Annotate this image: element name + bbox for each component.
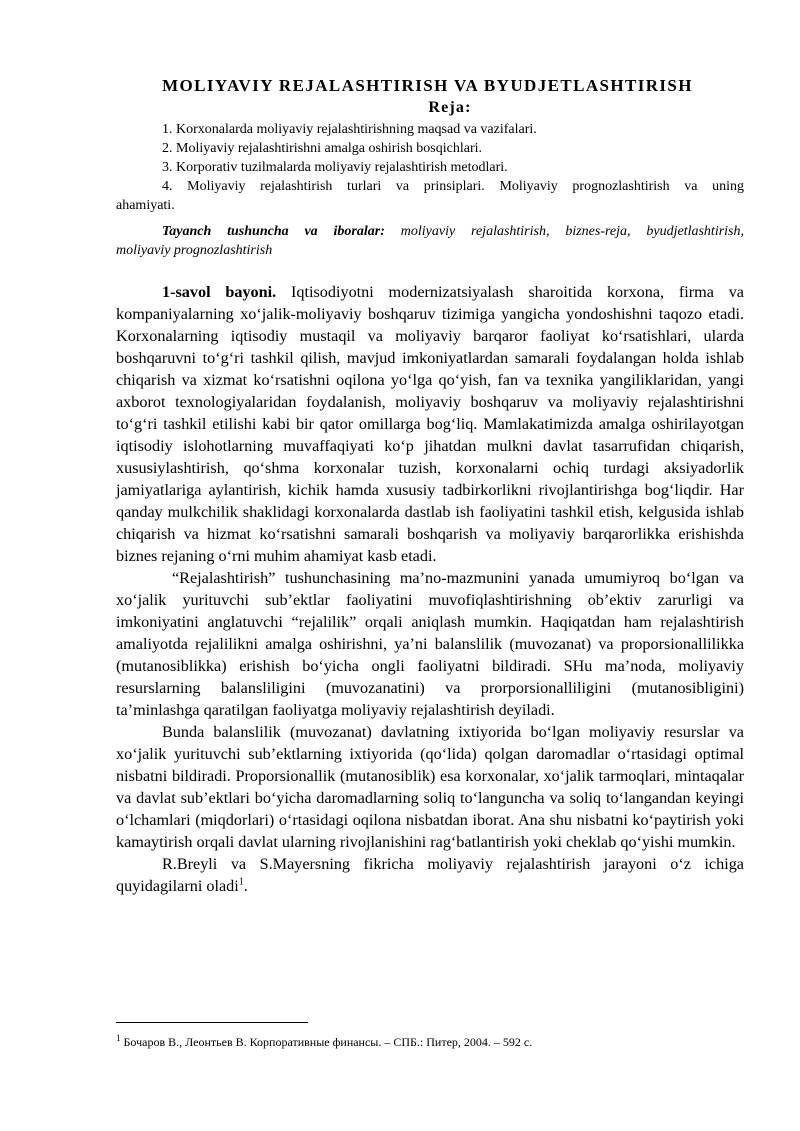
paragraph-text: Iqtisodiyotni modernizatsiyalash sharoitida korxona, firma va kompaniyalarning xo‘jalik-moliyaviy boshqaruv tizimiga yangicha yondoshishni taqozo etadi. Korxonalarning iqtisodiy mustaqil va moliyaviy barqaror faoliyat ko‘rsatishlari, ularda boshqaruvni to‘g‘ri tashkil qilish, mavjud imkoniyatlardan samarali foydalangan holda ishlab chiqarish va xizmat ko‘rsatishni oqilona yo‘lga qo‘yish, fan va texnika yangiliklaridan, yangi axborot texnologiyalaridan foydalanish, moliyaviy boshqaruv va moliyaviy rejalashtirishni to‘g‘ri tashkil etilishi kabi bir qator omillarga bog‘liq. Mamlakatimizda amalga oshirilayotgan iqtisodiy islohotlarning muvaffaqiyati ko‘p jihatdan mulkni davlat tasarrufidan chiqarish, xususiylashtirish, qo‘shma korxonalar tuzish, korxonalarni ochiq turdagi aksiyadorlik jamiyatlariga aylantirish, kichik hamda xususiy tadbirkorlikni rivojlantirishga bog‘liqdir. Har qanday mulkchilik shaklidagi korxonalarda dastlab ish faoliyatini tashkil etish, kelgusida ishlab chiqarish va hizmat ko‘rsatishni samarali boshqarish va moliyaviy barqarorlikka erishishda biznes rejaning o‘rni muhim ahamiyat kasb etadi.	[116, 283, 744, 565]
key-terms-values: moliyaviy rejalashtirish, biznes-reja, byudjetlashtirish,	[384, 224, 744, 239]
key-terms-label: Tayanch tushuncha va iboralar:	[162, 224, 385, 239]
key-terms-line	[116, 222, 744, 241]
plan-item: 3. Korporativ tuzilmalarda moliyaviy rejalashtirish metodlari.	[162, 160, 508, 175]
paragraph-end: .	[243, 877, 248, 895]
plan-item: 4. Moliyaviy rejalashtirish turlari va prinsiplari. Moliyaviy prognozlashtirish va uning	[162, 179, 744, 194]
footnote-divider	[116, 1022, 308, 1023]
plan-list	[116, 120, 744, 215]
paragraph: Bunda balanslilik (muvozanat) davlatning ixtiyorida bo‘lgan moliyaviy resurslar va xo‘jalik yurituvchi sub’ektlarning ixtiyorida (qo‘lida) qolgan daromadlar o‘rtasidagi optimal nisbatni bildiradi. Proporsionallik (mutanosiblik) esa korxonalar, xo‘jalik tarmoqlari, mintaqalar va davlat sub’ektlari bo‘yicha daromadlarning soliq to‘languncha va soliq to‘langandan keyingi o‘lchamlari (miqdorlari) o‘rtasidagi oqilona nisbatdan iborat. Ana shu nisbatni ko‘paytirish yoki kamaytirish orqali davlat ularning rivojlanishini rag‘batlantirish yoki cheklab qo‘yishi mumkin.	[116, 723, 744, 851]
key-terms-values-cont: moliyaviy prognozlashtirish	[116, 243, 273, 258]
document-body	[116, 281, 744, 897]
plan-item: 1. Korxonalarda moliyaviy rejalashtirishning maqsad va vazifalari.	[162, 122, 537, 137]
paragraph	[116, 281, 744, 567]
footnote-number: 1	[116, 1033, 121, 1043]
footnote	[116, 1034, 744, 1050]
plan-heading: Reja:	[428, 99, 472, 116]
key-terms	[116, 222, 744, 260]
document-title: MOLIYAVIY REJALASHTIRISH VA BYUDJETLASHTIRISH	[162, 76, 693, 95]
footnote-text: Бочаров В., Леонтьев В. Корпоративные финансы. – СПБ.: Питер, 2004. – 592 с.	[120, 1035, 533, 1049]
paragraph	[116, 853, 744, 897]
plan-item-continuation: ahamiyati.	[116, 198, 175, 213]
paragraph: “Rejalashtirish” tushunchasining ma’no-mazmunini yanada umumiyroq bo‘lgan va xo‘jalik yurituvchi sub’ektlar faoliyatini muvofiqlashtirishning ob’ektiv zarurligi va imkoniyatini anglatuvchi “rejalilik” orqali aniqlash mumkin. Haqiqatdan ham rejalashtirish amaliyotda rejalilikni amalga oshirishni, ya’ni balanslilik (muvozanat) va proporsionallilikka (mutanosiblikka) erishish bo‘yicha ongli faoliyatni bildiradi. SHu ma’noda, moliyaviy resurslarning balansliligini (muvozanatini) va prorporsionalliligini (mutanosibligini) ta’minlashga qaratilgan faoliyatga moliyaviy rejalashtirish deyiladi.	[116, 569, 744, 719]
footnote-reference[interactable]: 1	[238, 876, 244, 888]
plan-item: 2. Moliyaviy rejalashtirishni amalga oshirish bosqichlari.	[162, 141, 482, 156]
section-heading: 1-savol bayoni.	[162, 283, 277, 301]
paragraph-text: R.Breyli va S.Mayersning fikricha moliyaviy rejalashtirish jarayoni o‘z ichiga quyidagilarni oladi	[116, 855, 744, 895]
